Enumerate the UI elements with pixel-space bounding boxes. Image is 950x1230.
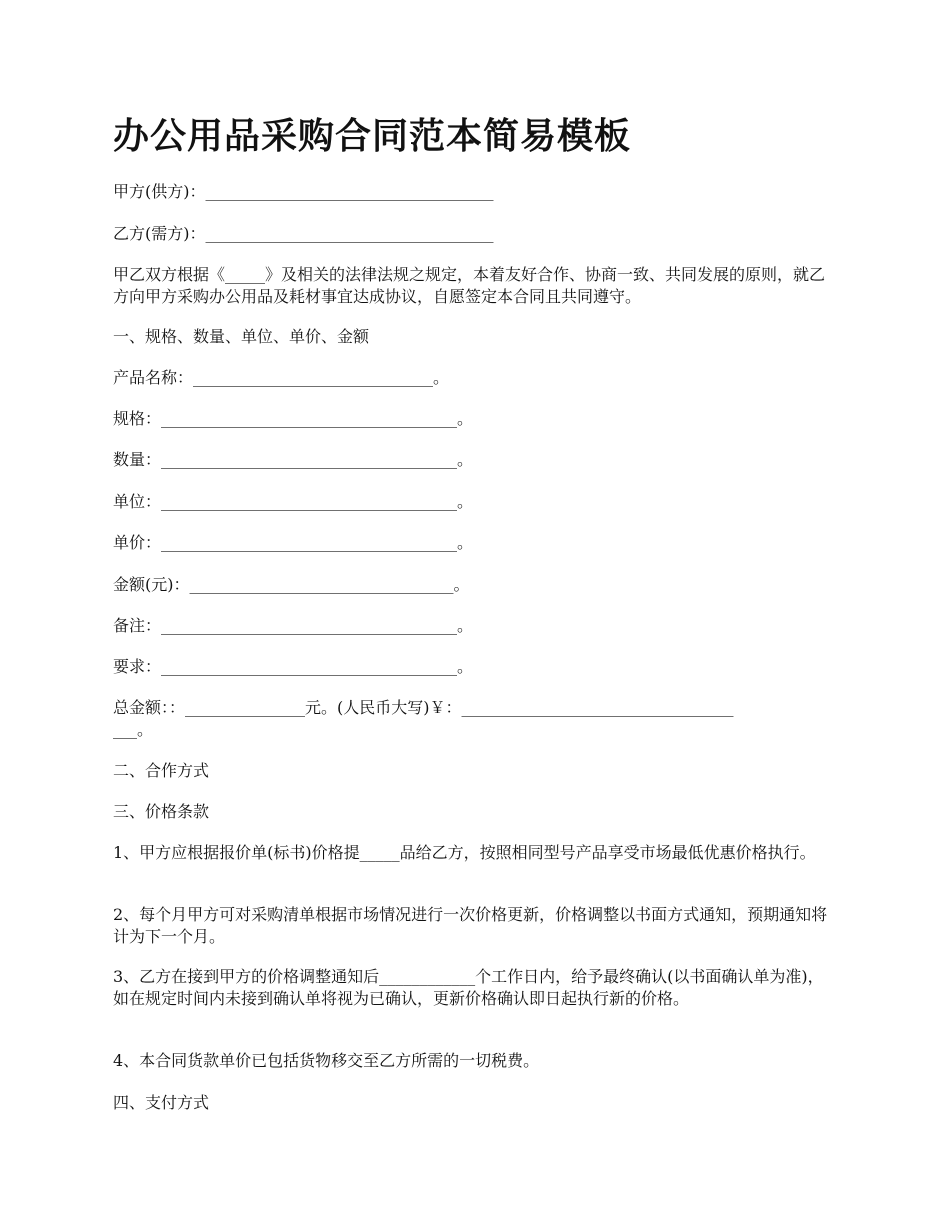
field-end: 。 (453, 575, 470, 594)
field-label: 金额(元)： (113, 575, 190, 594)
clause-4: 4、本合同货款单价已包括货物移交至乙方所需的一切税费。 (113, 1051, 540, 1070)
field-label: 单位： (113, 492, 162, 511)
field-blank: _________________________________ (189, 575, 454, 594)
field-end: 。 (457, 492, 474, 511)
field-end: 。 (457, 450, 474, 469)
party-b-blank: ____________________________________ (205, 224, 494, 243)
field-unit (113, 491, 473, 513)
total-amount-line-continued: ___。 (113, 720, 154, 739)
party-b-line (113, 223, 494, 245)
field-label: 要求： (113, 657, 162, 676)
section-2-heading: 二、合作方式 (113, 761, 210, 780)
total-amount-line: 总金额：：_______________元。(人民币大写)￥：__________________________________ (113, 698, 734, 717)
field-amount (113, 574, 470, 596)
party-a-blank: ____________________________________ (205, 182, 494, 201)
field-end: 。 (457, 409, 474, 428)
section-3-heading: 三、价格条款 (113, 802, 210, 821)
field-blank: _____________________________________ (161, 450, 458, 469)
field-blank: ______________________________ (193, 368, 434, 387)
party-a-label: 甲方(供方)： (113, 182, 206, 201)
field-remarks (113, 615, 473, 637)
page-title: 办公用品采购合同范本简易模板 (113, 115, 632, 157)
clause-2: 2、每个月甲方可对采购清单根据市场情况进行一次价格更新，价格调整以书面方式通知，预期通知将计为下一个月。 (113, 905, 828, 946)
field-blank: _____________________________________ (161, 533, 458, 552)
field-blank: _____________________________________ (161, 616, 458, 635)
field-end: 。 (457, 657, 474, 676)
field-spec (113, 408, 473, 430)
field-end: 。 (457, 616, 474, 635)
field-blank: _____________________________________ (161, 657, 458, 676)
section-1-heading: 一、规格、数量、单位、单价、金额 (113, 327, 370, 346)
field-product-name (113, 367, 449, 389)
field-label: 数量： (113, 450, 162, 469)
field-label: 单价： (113, 533, 162, 552)
field-unit-price (113, 532, 473, 554)
field-label: 产品名称： (113, 368, 194, 387)
field-label: 规格： (113, 409, 162, 428)
field-label: 备注： (113, 616, 162, 635)
section-4-heading: 四、支付方式 (113, 1093, 210, 1112)
intro-paragraph: 甲乙双方根据《_____》及相关的法律法规之规定，本着友好合作、协商一致、共同发展的原则，就乙方向甲方采购办公用品及耗材事宜达成协议，自愿签定本合同且共同遵守。 (113, 265, 826, 306)
party-b-label: 乙方(需方)： (113, 224, 206, 243)
clause-1: 1、甲方应根据报价单(标书)价格提_____品给乙方，按照相同型号产品享受市场最低优惠价格执行。 (113, 843, 816, 862)
clause-3: 3、乙方在接到甲方的价格调整通知后____________个工作日内，给予最终确认(以书面确认单为准)，如在规定时间内未接到确认单将视为已确认，更新价格确认即日起执行新的价格。 (113, 967, 824, 1008)
field-requirements (113, 656, 473, 678)
field-quantity (113, 449, 473, 471)
field-end: 。 (433, 368, 450, 387)
field-end: 。 (457, 533, 474, 552)
field-blank: _____________________________________ (161, 492, 458, 511)
party-a-line (113, 181, 494, 203)
field-blank: _____________________________________ (161, 409, 458, 428)
